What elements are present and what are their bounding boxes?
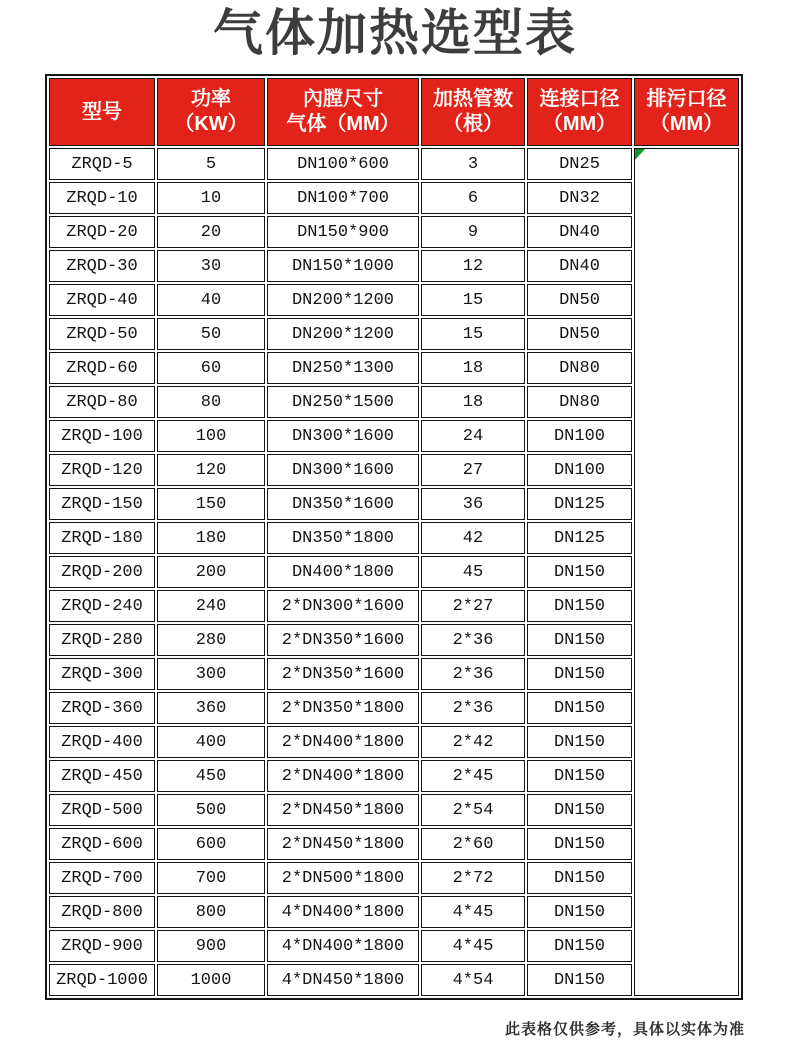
table-cell: DN150 — [527, 964, 632, 996]
table-cell: 6 — [421, 182, 525, 214]
table-cell: DN100 — [527, 454, 632, 486]
table-cell: ZRQD-450 — [49, 760, 155, 792]
table-cell: ZRQD-600 — [49, 828, 155, 860]
table-cell: DN100*600 — [267, 148, 419, 180]
table-cell: DN25 — [527, 148, 632, 180]
table-cell: 360 — [157, 692, 265, 724]
table-cell: 600 — [157, 828, 265, 860]
table-cell: 2*54 — [421, 794, 525, 826]
column-header-1: 功率 （KW） — [157, 78, 265, 146]
table-cell: DN150 — [527, 658, 632, 690]
table-cell: DN80 — [527, 352, 632, 384]
table-cell: ZRQD-150 — [49, 488, 155, 520]
table-cell: 15 — [421, 318, 525, 350]
table-cell: 800 — [157, 896, 265, 928]
table-cell: 80 — [157, 386, 265, 418]
table-cell: ZRQD-10 — [49, 182, 155, 214]
table-cell: DN150 — [527, 794, 632, 826]
table-cell: DN40 — [527, 216, 632, 248]
table-cell: ZRQD-300 — [49, 658, 155, 690]
column-header-0: 型号 — [49, 78, 155, 146]
table-cell: DN40 — [527, 250, 632, 282]
table-cell: DN32 — [527, 182, 632, 214]
table-cell: 2*DN450*1800 — [267, 794, 419, 826]
table-cell: 150 — [157, 488, 265, 520]
table-cell: 2*DN350*1800 — [267, 692, 419, 724]
table-cell: DN150 — [527, 624, 632, 656]
table-cell: DN80 — [527, 386, 632, 418]
table-cell: DN150 — [527, 896, 632, 928]
table-cell: 2*DN500*1800 — [267, 862, 419, 894]
table-cell: DN150 — [527, 760, 632, 792]
table-cell: 30 — [157, 250, 265, 282]
table-cell: ZRQD-20 — [49, 216, 155, 248]
table-cell: 900 — [157, 930, 265, 962]
table-cell: 2*DN400*1800 — [267, 726, 419, 758]
table-cell: DN250*1500 — [267, 386, 419, 418]
table-cell: DN150 — [527, 828, 632, 860]
table-cell: 50 — [157, 318, 265, 350]
page-title: 气体加热选型表 — [213, 5, 577, 61]
table-cell: 1000 — [157, 964, 265, 996]
table-cell: 60 — [157, 352, 265, 384]
table-cell: ZRQD-1000 — [49, 964, 155, 996]
table-cell: 45 — [421, 556, 525, 588]
table-cell: 40 — [157, 284, 265, 316]
table-cell: 2*27 — [421, 590, 525, 622]
table-cell: 500 — [157, 794, 265, 826]
table-cell: 4*DN400*1800 — [267, 896, 419, 928]
table-cell: ZRQD-120 — [49, 454, 155, 486]
table-cell: 700 — [157, 862, 265, 894]
table-cell: DN150 — [527, 726, 632, 758]
table-row — [49, 148, 739, 180]
table-cell: 2*42 — [421, 726, 525, 758]
table-cell: 2*DN450*1800 — [267, 828, 419, 860]
table-cell: 18 — [421, 386, 525, 418]
gas-heater-spec-table — [45, 74, 743, 1000]
table-cell: DN150 — [527, 862, 632, 894]
table-cell: 120 — [157, 454, 265, 486]
table-cell: 9 — [421, 216, 525, 248]
table-cell: ZRQD-200 — [49, 556, 155, 588]
table-cell: 3 — [421, 148, 525, 180]
table-cell: 2*36 — [421, 624, 525, 656]
table-cell: 4*DN450*1800 — [267, 964, 419, 996]
table-cell: ZRQD-30 — [49, 250, 155, 282]
table-cell: ZRQD-5 — [49, 148, 155, 180]
table-body — [49, 148, 739, 996]
table-cell: 4*54 — [421, 964, 525, 996]
table-cell: 2*36 — [421, 692, 525, 724]
table-cell: 280 — [157, 624, 265, 656]
table-cell: DN150 — [527, 692, 632, 724]
table-cell: DN50 — [527, 284, 632, 316]
green-triangle-icon — [635, 149, 645, 160]
table-cell: DN100*700 — [267, 182, 419, 214]
table-cell: 15 — [421, 284, 525, 316]
table-cell: ZRQD-500 — [49, 794, 155, 826]
table-cell: 100 — [157, 420, 265, 452]
table-cell: ZRQD-40 — [49, 284, 155, 316]
table-cell: 36 — [421, 488, 525, 520]
table-cell: DN350*1600 — [267, 488, 419, 520]
table-cell: 2*DN300*1600 — [267, 590, 419, 622]
table-cell: DN150 — [527, 590, 632, 622]
table-cell: ZRQD-280 — [49, 624, 155, 656]
table-cell: DN50 — [527, 318, 632, 350]
table-cell: ZRQD-80 — [49, 386, 155, 418]
table-cell: 2*DN350*1600 — [267, 624, 419, 656]
column-header-3: 加热管数 （根） — [421, 78, 525, 146]
table-cell: ZRQD-800 — [49, 896, 155, 928]
table-cell: 42 — [421, 522, 525, 554]
table-cell: ZRQD-100 — [49, 420, 155, 452]
table-cell: ZRQD-700 — [49, 862, 155, 894]
table-cell: ZRQD-360 — [49, 692, 155, 724]
table-cell: 2*DN350*1600 — [267, 658, 419, 690]
table-header-row — [49, 78, 739, 146]
table-cell: DN125 — [527, 488, 632, 520]
table-cell: 12 — [421, 250, 525, 282]
column-header-5: 排污口径 （MM） — [634, 78, 739, 146]
table-cell: ZRQD-50 — [49, 318, 155, 350]
column-header-2: 內膛尺寸 气体（MM） — [267, 78, 419, 146]
table-cell: DN125 — [527, 522, 632, 554]
table-cell: DN300*1600 — [267, 454, 419, 486]
table-cell: 2*72 — [421, 862, 525, 894]
header-row — [49, 78, 739, 146]
table-cell: 2*36 — [421, 658, 525, 690]
column-header-4: 连接口径 （MM） — [527, 78, 632, 146]
table-cell: 2*DN400*1800 — [267, 760, 419, 792]
table-cell: 300 — [157, 658, 265, 690]
table-cell: 450 — [157, 760, 265, 792]
table-cell: DN150 — [527, 556, 632, 588]
table-cell: DN300*1600 — [267, 420, 419, 452]
table-cell: 4*DN400*1800 — [267, 930, 419, 962]
table-cell: 400 — [157, 726, 265, 758]
table-cell: DN150 — [527, 930, 632, 962]
table-cell: 24 — [421, 420, 525, 452]
table-cell: ZRQD-60 — [49, 352, 155, 384]
table-cell: DN100 — [527, 420, 632, 452]
table-cell: 180 — [157, 522, 265, 554]
table-cell: DN150*1000 — [267, 250, 419, 282]
table-cell: 20 — [157, 216, 265, 248]
table-cell: ZRQD-240 — [49, 590, 155, 622]
table-cell: 4*45 — [421, 930, 525, 962]
table-cell: 240 — [157, 590, 265, 622]
footer-note: 此表格仅供参考，具体以实体为准 — [504, 1021, 745, 1038]
table-cell: 4*45 — [421, 896, 525, 928]
table-cell: 2*60 — [421, 828, 525, 860]
table-cell: DN350*1800 — [267, 522, 419, 554]
table-cell: DN150*900 — [267, 216, 419, 248]
table-cell: DN200*1200 — [267, 318, 419, 350]
table-cell: 5 — [157, 148, 265, 180]
table-cell: 2*45 — [421, 760, 525, 792]
table-cell: 27 — [421, 454, 525, 486]
table-cell: DN400*1800 — [267, 556, 419, 588]
table-cell: DN250*1300 — [267, 352, 419, 384]
table-cell: DN200*1200 — [267, 284, 419, 316]
table-cell: ZRQD-900 — [49, 930, 155, 962]
table-cell: ZRQD-180 — [49, 522, 155, 554]
table-cell: 18 — [421, 352, 525, 384]
table-cell: ZRQD-400 — [49, 726, 155, 758]
table-cell: 10 — [157, 182, 265, 214]
table-cell: 200 — [157, 556, 265, 588]
drain-diameter-merged-cell — [634, 148, 739, 996]
